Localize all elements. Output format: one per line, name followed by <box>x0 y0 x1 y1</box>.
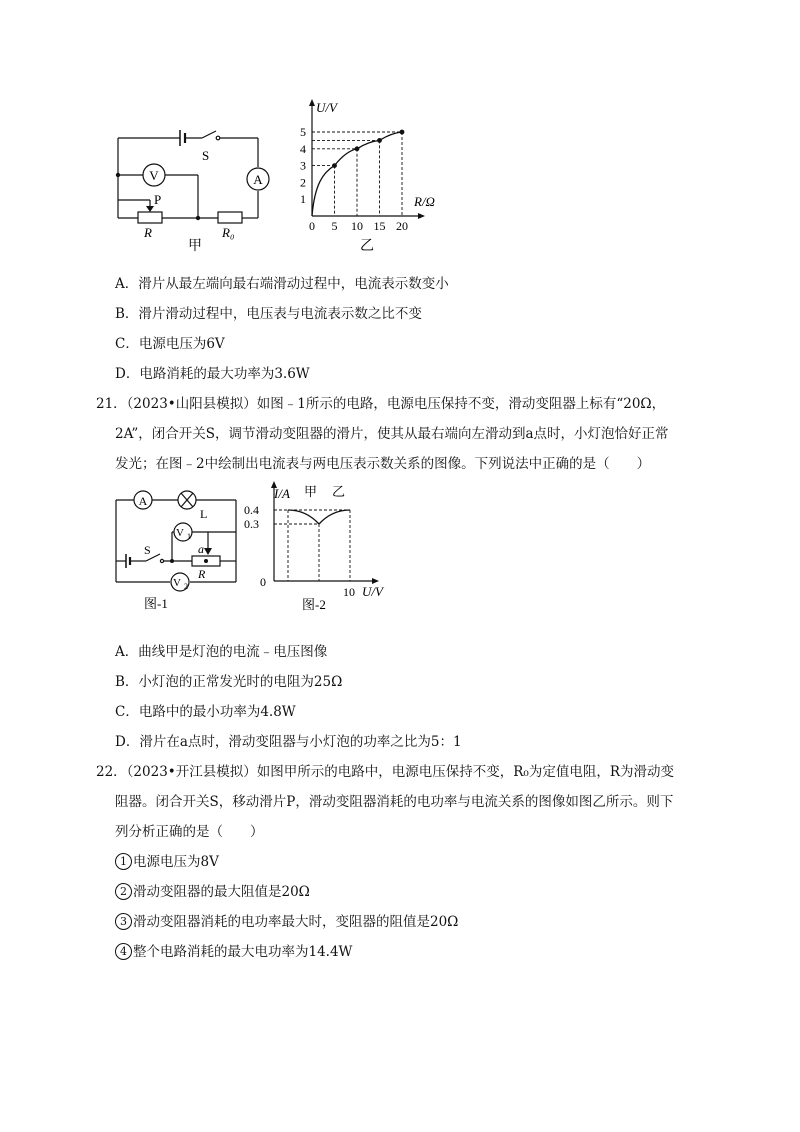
item-number-4: 4 <box>115 943 132 960</box>
y-tick-3: 3 <box>300 158 306 173</box>
circuit-diagram-fig1 <box>108 484 248 614</box>
r0-label: R₀ <box>222 225 235 240</box>
q21-option-b: B．小灯泡的正常发光时的电阻为25Ω <box>115 674 343 690</box>
x-tick-10: 10 <box>351 219 363 233</box>
item-text-3: 滑动变阻器消耗的电功率最大时，变阻器的阻值是20Ω <box>133 914 459 930</box>
voltmeter-1-subscript: 1 <box>187 532 191 541</box>
curve-jia <box>288 510 319 524</box>
y-tick-1: 1 <box>300 192 306 207</box>
item-text-2: 滑动变阻器的最大阻值是20Ω <box>133 884 310 900</box>
q21-option-c: C．电路中的最小功率为4.8W <box>115 704 296 720</box>
q22-item-3 <box>115 912 458 932</box>
q21-stem-line-1: 21．（2023•山阳县模拟）如图﹣1所示的电路，电源电压保持不变，滑动变阻器上标有“20Ω， <box>96 396 666 412</box>
item-number-1: 1 <box>115 853 132 870</box>
curve-yi <box>319 510 350 524</box>
q22-stem-line-1: 22．（2023•开江县模拟）如图甲所示的电路中，电源电压保持不变，R₀为定值电阻，R为滑动变 <box>96 764 674 780</box>
data-point-15 <box>377 138 382 143</box>
q22-item-1 <box>115 852 219 872</box>
y-tick-4: 4 <box>300 141 306 156</box>
x-axis-label: R/Ω <box>414 194 435 209</box>
curve-yi-label: 乙 <box>332 484 346 499</box>
point-a-label: a <box>198 542 204 556</box>
rheostat-label: R <box>144 225 152 240</box>
voltmeter-2-label: V <box>173 577 181 589</box>
item-text-1: 电源电压为8V <box>133 854 219 870</box>
voltmeter-2-subscript: 2 <box>184 582 188 591</box>
q20-option-b: B．滑片滑动过程中，电压表与电流表示数之比不变 <box>115 306 422 322</box>
circuit-diagram-jia <box>110 120 275 255</box>
ammeter-label: A <box>253 172 263 187</box>
x-tick-0: 0 <box>260 575 266 589</box>
x-axis-label: U/V <box>362 584 383 599</box>
x-tick-10: 10 <box>343 585 355 599</box>
item-number-3: 3 <box>115 913 132 930</box>
lamp-label: L <box>200 507 208 521</box>
slider-label: P <box>154 192 162 207</box>
voltmeter-1-label: V <box>176 527 184 539</box>
y-tick-5: 5 <box>300 125 306 139</box>
item-number-2: 2 <box>115 883 132 900</box>
data-point-5 <box>332 163 337 168</box>
fig-label-jia: 甲 <box>188 239 202 254</box>
y-axis-label: U/V <box>316 100 337 115</box>
q20-option-a: A．滑片从最左端向最右端滑动过程中，电流表示数变小 <box>115 276 449 292</box>
switch-label: S <box>144 543 151 557</box>
y-axis-label: I/A <box>274 486 290 501</box>
u-r-graph-yi <box>290 96 450 256</box>
q22-stem-line-3: 列分析正确的是（ ） <box>115 824 264 840</box>
data-point-10 <box>355 146 360 151</box>
i-u-graph-fig2 <box>232 476 402 616</box>
q20-option-d: D．电路消耗的最大功率为3.6W <box>115 366 310 382</box>
x-tick-5: 5 <box>331 219 338 233</box>
switch-label: S <box>202 148 210 163</box>
fig-label-2: 图-2 <box>302 597 326 612</box>
rheostat-label: R <box>198 567 206 581</box>
x-tick-0: 0 <box>309 219 315 233</box>
fig-label-yi: 乙 <box>360 239 374 254</box>
q21-stem-line-2: 2A”，闭合开关S，调节滑动变阻器的滑片，使其从最右端向左滑动到a点时，小灯泡恰好正常 <box>115 426 669 442</box>
q22-stem-line-2: 阻器。闭合开关S，移动滑片P，滑动变阻器消耗的电功率与电流关系的图像如图乙所示。则下 <box>115 794 674 810</box>
q21-option-d: D．滑片在a点时，滑动变阻器与小灯泡的功率之比为5：1 <box>115 734 462 750</box>
q21-stem-line-3: 发光；在图﹣2中绘制出电流表与两电压表示数关系的图像。下列说法中正确的是（ ） <box>115 456 651 472</box>
x-tick-15: 15 <box>373 219 386 233</box>
q20-option-c: C．电源电压为6V <box>115 336 225 352</box>
x-tick-20: 20 <box>396 219 408 233</box>
q22-item-2 <box>115 882 310 902</box>
item-text-4: 整个电路消耗的最大电功率为14.4W <box>133 944 353 960</box>
y-tick-2: 2 <box>300 175 306 190</box>
y-tick-0.3: 0.3 <box>244 517 259 531</box>
y-tick-0.4: 0.4 <box>244 503 259 517</box>
ammeter-label: A <box>138 494 148 508</box>
voltmeter-label: V <box>149 168 159 183</box>
fig-label-1: 图-1 <box>144 596 168 611</box>
q21-option-a: A．曲线甲是灯泡的电流﹣电压图像 <box>115 644 328 660</box>
q22-item-4 <box>115 942 352 962</box>
data-point-20 <box>400 130 405 135</box>
curve-jia-label: 甲 <box>304 484 318 499</box>
